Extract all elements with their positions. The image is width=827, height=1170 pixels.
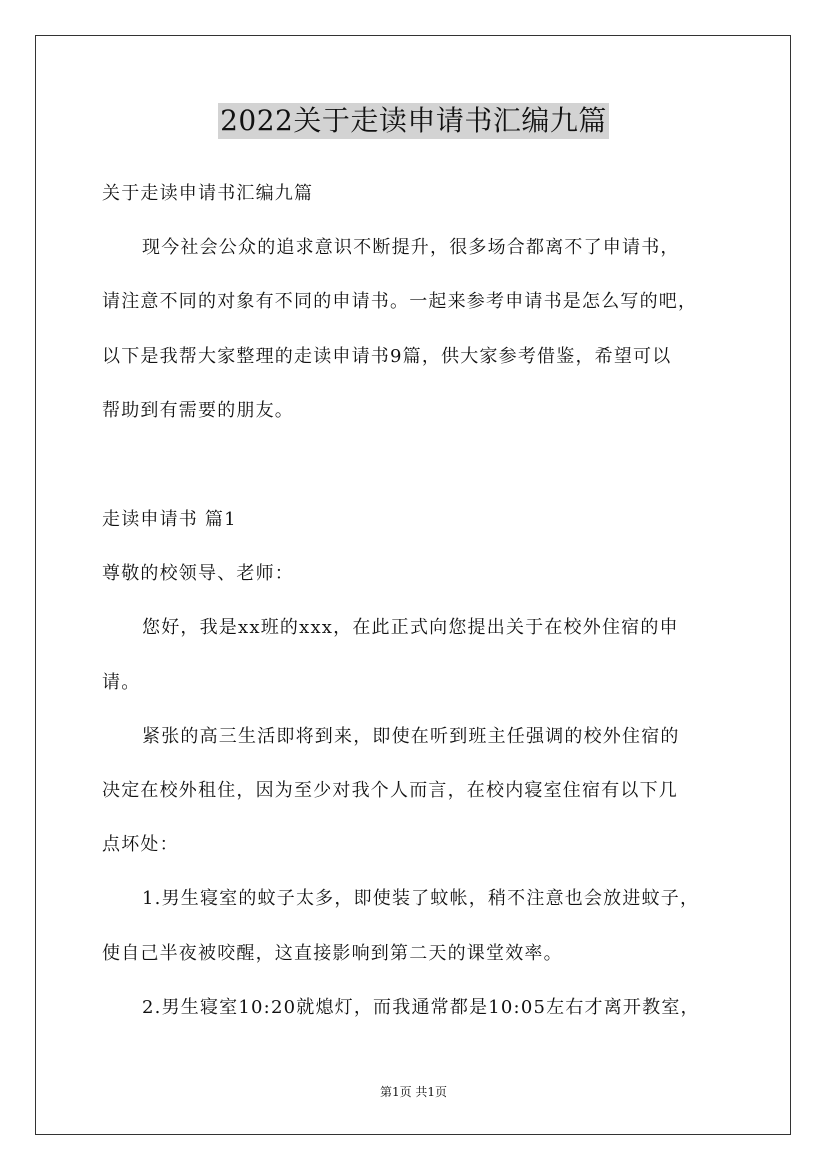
page-footer: 第1页 共1页	[379, 1085, 448, 1099]
paragraph-line: 紧张的高三生活即将到来，即使在听到班主任强调的校外住宿的	[142, 726, 680, 747]
paragraph-line: 2.男生寝室10:20就熄灯，而我通常都是10:05左右才离开教室，	[142, 997, 700, 1018]
paragraph-line: 使自己半夜被咬醒，这直接影响到第二天的课堂效率。	[102, 943, 563, 964]
paragraph-line: 1.男生寝室的蚊子太多，即使装了蚊帐，稍不注意也会放进蚊子，	[142, 888, 700, 909]
paragraph-line: 决定在校外租住，因为至少对我个人而言，在校内寝室住宿有以下几	[102, 780, 678, 801]
paragraph-line: 以下是我帮大家整理的走读申请书9篇，供大家参考借鉴，希望可以	[102, 346, 672, 367]
paragraph-line: 您好，我是xx班的xxx，在此正式向您提出关于在校外住宿的申	[142, 617, 679, 638]
paragraph-line: 帮助到有需要的朋友。	[102, 400, 294, 421]
section-heading: 走读申请书 篇1	[102, 509, 237, 530]
salutation: 尊敬的校领导、老师：	[102, 563, 294, 584]
document-title-wrap	[0, 103, 827, 139]
paragraph-line: 请。	[102, 672, 141, 693]
paragraph-line: 请注意不同的对象有不同的申请书。一起来参考申请书是怎么写的吧，	[102, 291, 698, 312]
paragraph-line: 现今社会公众的追求意识不断提升，很多场合都离不了申请书，	[142, 237, 680, 258]
paragraph-line: 点坏处：	[102, 834, 179, 855]
document-title: 2022关于走读申请书汇编九篇	[220, 104, 607, 137]
document-subtitle: 关于走读申请书汇编九篇	[102, 183, 314, 204]
